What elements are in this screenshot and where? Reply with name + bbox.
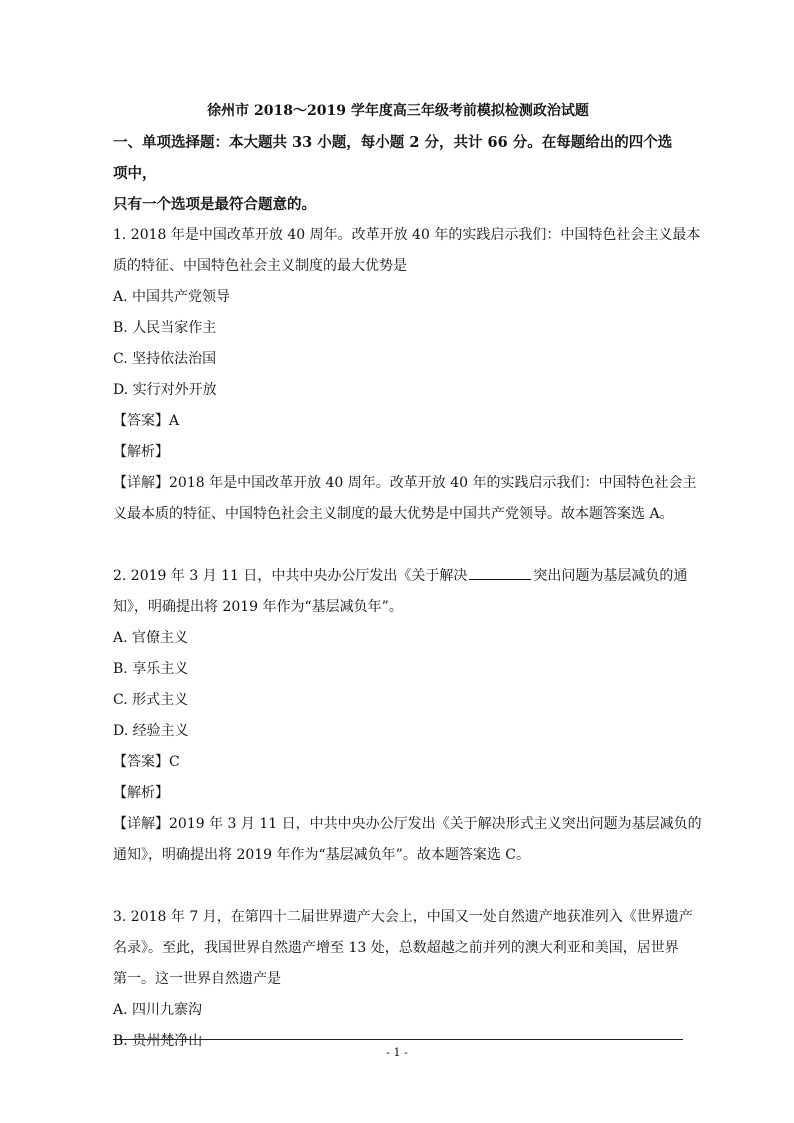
question-1-option-a: A. 中国共产党领导 bbox=[113, 289, 231, 305]
document-page bbox=[113, 95, 702, 1057]
question-3-option-b: B. 贵州梵净山 bbox=[113, 1033, 203, 1049]
question-2-stem-part-1: 2. 2019 年 3 月 11 日，中共中央办公厅发出《关于解决 bbox=[113, 568, 468, 584]
question-1 bbox=[113, 220, 701, 530]
question-1-answer: 【答案】A bbox=[113, 413, 180, 429]
question-3 bbox=[113, 902, 693, 1057]
page-number: - 1 - bbox=[386, 1046, 408, 1059]
page-title: 徐州市 2018～2019 学年度高三年级考前模拟检测政治试题 bbox=[207, 103, 589, 119]
question-3-stem-line-3: 第一。这一世界自然遗产是 bbox=[113, 971, 281, 987]
spacer bbox=[113, 530, 683, 561]
question-2 bbox=[113, 561, 702, 871]
section-heading-line-2: 只有一个选项是最符合题意的。 bbox=[113, 196, 316, 213]
question-1-option-d: D. 实行对外开放 bbox=[113, 382, 217, 398]
question-1-option-c: C. 坚持依法治国 bbox=[113, 351, 217, 367]
question-2-option-d: D. 经验主义 bbox=[113, 723, 189, 739]
question-1-detail-line-2: 义最本质的特征、中国特色社会主义制度的最大优势是中国共产党领导。故本题答案选 A。 bbox=[113, 506, 674, 522]
question-2-stem-line-1 bbox=[113, 561, 688, 592]
question-1-stem-line-2: 质的特征、中国特色社会主义制度的最大优势是 bbox=[113, 258, 407, 274]
question-2-option-b: B. 享乐主义 bbox=[113, 661, 189, 677]
question-3-stem-line-1: 3. 2018 年 7 月，在第四十二届世界遗产大会上，中国又一处自然遗产地获准列入《世界遗产 bbox=[113, 909, 693, 925]
question-2-stem-line-2: 知》，明确提出将 2019 年作为“基层减负年”。 bbox=[113, 599, 403, 615]
question-2-answer: 【答案】C bbox=[113, 754, 180, 770]
question-2-stem-part-2: 突出问题为基层减负的通 bbox=[533, 568, 688, 584]
question-2-detail-line-2: 通知》，明确提出将 2019 年作为“基层减负年”。故本题答案选 C。 bbox=[113, 847, 531, 863]
question-3-option-a: A. 四川九寨沟 bbox=[113, 1002, 203, 1018]
question-2-option-a: A. 官僚主义 bbox=[113, 630, 189, 646]
question-2-option-c: C. 形式主义 bbox=[113, 692, 189, 708]
question-2-detail-line-1: 【详解】2019 年 3 月 11 日，中共中央办公厅发出《关于解决形式主义突出问题为基层减负的 bbox=[113, 816, 702, 832]
footer-divider bbox=[113, 1039, 683, 1040]
question-1-stem-line-1: 1. 2018 年是中国改革开放 40 周年。改革开放 40 年的实践启示我们：中国特色社会主义最本 bbox=[113, 227, 701, 243]
question-1-analysis-label: 【解析】 bbox=[113, 444, 169, 460]
question-3-stem-line-2: 名录》。至此，我国世界自然遗产增至 13 处，总数超越之前并列的澳大利亚和美国，居世界 bbox=[113, 940, 679, 956]
question-1-detail-line-1: 【详解】2018 年是中国改革开放 40 周年。改革开放 40 年的实践启示我们：中国特色社会主 bbox=[113, 475, 697, 491]
question-2-analysis-label: 【解析】 bbox=[113, 785, 169, 801]
spacer bbox=[113, 871, 683, 902]
section-heading-line-1: 一、单项选择题：本大题共 33 小题，每小题 2 分，共计 66 分。在每题给出的四个选项中， bbox=[113, 134, 673, 182]
question-1-option-b: B. 人民当家作主 bbox=[113, 320, 217, 336]
answer-blank bbox=[469, 565, 531, 580]
